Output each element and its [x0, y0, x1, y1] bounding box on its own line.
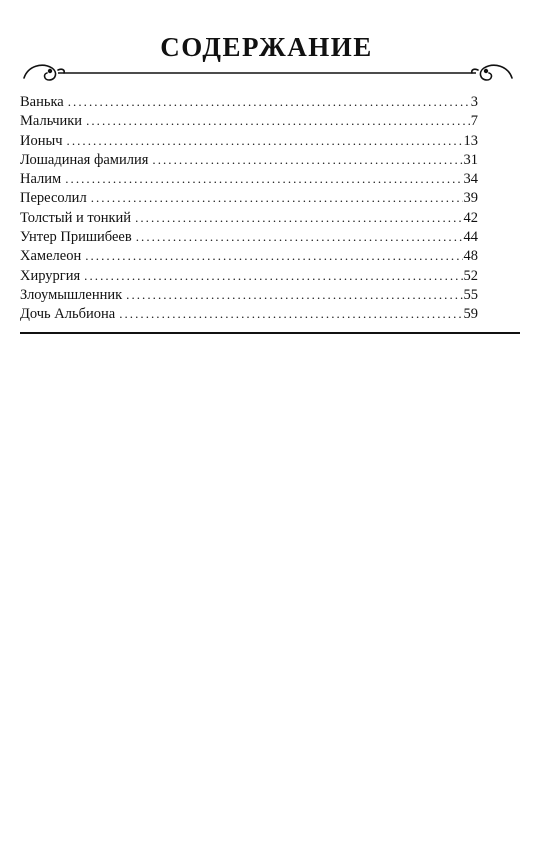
- toc-entry-page: 34: [463, 171, 478, 188]
- right-flourish-icon: [472, 65, 512, 80]
- toc-entry-page: 13: [463, 132, 478, 149]
- toc-leader-dots: [119, 304, 462, 323]
- toc-entry-title: Злоумышленник: [20, 286, 123, 303]
- toc-entry[interactable]: [20, 285, 478, 304]
- toc-entry-page: 3: [470, 94, 478, 110]
- toc-entry-title: Унтер Пришибеев: [20, 229, 132, 246]
- toc-entry[interactable]: [20, 304, 478, 323]
- toc-entry-page: 59: [463, 306, 478, 323]
- toc-entry-title: Хирургия: [20, 267, 81, 284]
- toc-entry-title: Пересолил: [20, 190, 87, 207]
- toc-entry-page: 42: [463, 209, 478, 226]
- toc-leader-dots: [68, 92, 470, 111]
- toc-leader-dots: [135, 208, 462, 227]
- toc-entry[interactable]: [20, 208, 478, 227]
- toc-entry-title: Хамелеон: [20, 248, 82, 265]
- toc-entry-page: 31: [463, 151, 478, 168]
- toc-entry-title: Ионыч: [20, 132, 63, 149]
- toc-entry-page: 48: [463, 248, 478, 265]
- toc-entry[interactable]: [20, 246, 478, 265]
- toc-entry[interactable]: [20, 131, 478, 150]
- toc-entry[interactable]: [20, 227, 478, 246]
- toc-leader-dots: [65, 169, 462, 188]
- bottom-rule: [20, 332, 520, 334]
- table-of-contents: [20, 92, 478, 324]
- toc-leader-dots: [152, 150, 462, 169]
- toc-entry-page: 44: [463, 229, 478, 246]
- toc-entry[interactable]: [20, 169, 478, 188]
- toc-entry[interactable]: [20, 188, 478, 207]
- toc-entry-title: Мальчики: [20, 113, 83, 130]
- toc-leader-dots: [84, 266, 462, 285]
- toc-entry-page: 7: [470, 113, 478, 130]
- ornament-rule: [18, 58, 518, 88]
- toc-entry[interactable]: [20, 266, 478, 285]
- toc-entry-title: Дочь Альбиона: [20, 306, 116, 323]
- toc-entry-page: 39: [463, 190, 478, 207]
- toc-entry-title: Лошадиная фамилия: [20, 151, 149, 168]
- toc-leader-dots: [126, 285, 462, 304]
- toc-leader-dots: [85, 246, 462, 265]
- toc-entry-title: Налим: [20, 171, 62, 188]
- toc-leader-dots: [91, 188, 463, 207]
- toc-entry[interactable]: [20, 92, 478, 111]
- toc-entry[interactable]: [20, 150, 478, 169]
- toc-entry-page: 55: [463, 286, 478, 303]
- toc-leader-dots: [86, 111, 470, 130]
- toc-entry[interactable]: [20, 111, 478, 130]
- toc-leader-dots: [67, 131, 463, 150]
- toc-entry-page: 52: [463, 267, 478, 284]
- page-title: СОДЕРЖАНИЕ: [160, 32, 373, 62]
- toc-entry-title: Толстый и тонкий: [20, 209, 132, 226]
- toc-entry-title: Ванька: [20, 94, 64, 110]
- toc-leader-dots: [136, 227, 463, 246]
